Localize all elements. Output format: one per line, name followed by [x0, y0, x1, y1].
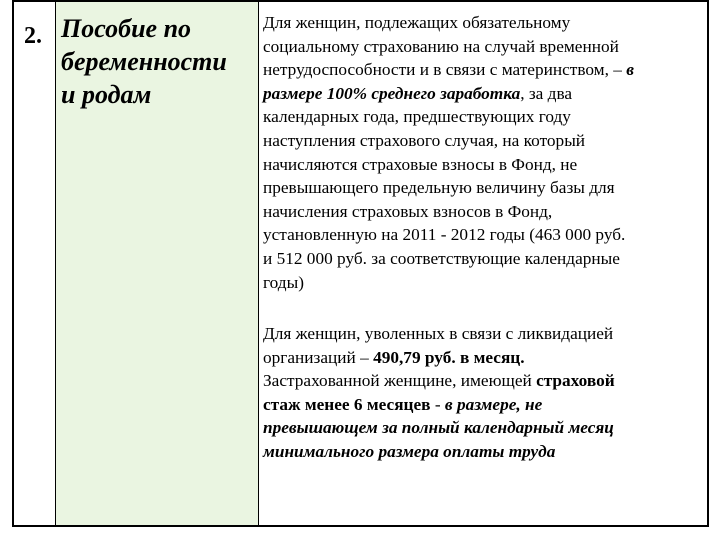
row-number-cell [14, 2, 56, 525]
text-line [263, 346, 699, 370]
benefit-title-line: беременности [61, 47, 227, 76]
text-line: наступления страхового случая, на который [263, 130, 586, 150]
benefit-table [12, 0, 709, 527]
text-line [263, 58, 699, 82]
text-line: Для женщин, подлежащих обязательному [263, 13, 571, 32]
text-line: превышающем за полный календарный месяц [263, 418, 614, 438]
text-line: превышающего предельную величину базы для [263, 178, 615, 198]
paragraph-employed-women [263, 11, 699, 294]
text-fragment: нетрудоспособности и в связи с материнством, – [263, 60, 627, 80]
text-line: начисления страховых взносов в Фонд, [263, 201, 553, 221]
benefit-title-cell [56, 2, 259, 525]
emphasis-text: в [626, 60, 634, 80]
text-line: годы) [263, 272, 304, 292]
text-fragment: Застрахованной женщине, имеющей [263, 371, 537, 391]
text-line [263, 393, 699, 417]
bold-text: 490,79 руб. в месяц. [373, 347, 525, 367]
text-fragment: организаций – [263, 347, 374, 367]
text-line [263, 82, 699, 106]
benefit-description-cell [259, 2, 707, 525]
emphasis-text: в размере, не [444, 394, 543, 414]
text-line: и 512 000 руб. за соответствующие календарные [263, 248, 620, 268]
text-fragment: , за два [520, 83, 573, 103]
paragraph-dismissed-women [263, 322, 699, 464]
benefit-title-line: Пособие по [61, 14, 192, 43]
text-line: Для женщин, уволенных в связи с ликвидацией [263, 324, 614, 343]
text-line: установленную на 2011 - 2012 годы (463 000 руб. [263, 225, 626, 245]
text-line [263, 369, 699, 393]
row-number: 2. [24, 23, 42, 49]
emphasis-text: размере 100% среднего заработка [263, 83, 521, 103]
bold-text: страховой [536, 371, 615, 391]
benefit-title-line: и родам [61, 80, 152, 109]
text-line: начисляются страховые взносы в Фонд, не [263, 154, 578, 174]
bold-text: стаж менее 6 месяцев [263, 394, 431, 414]
text-line: минимального размера оплаты труда [263, 441, 556, 461]
text-fragment: - [430, 394, 445, 414]
benefit-title [61, 12, 257, 111]
text-line: календарных года, предшествующих году [263, 107, 571, 127]
text-line: социальному страхованию на случай временной [263, 36, 619, 56]
